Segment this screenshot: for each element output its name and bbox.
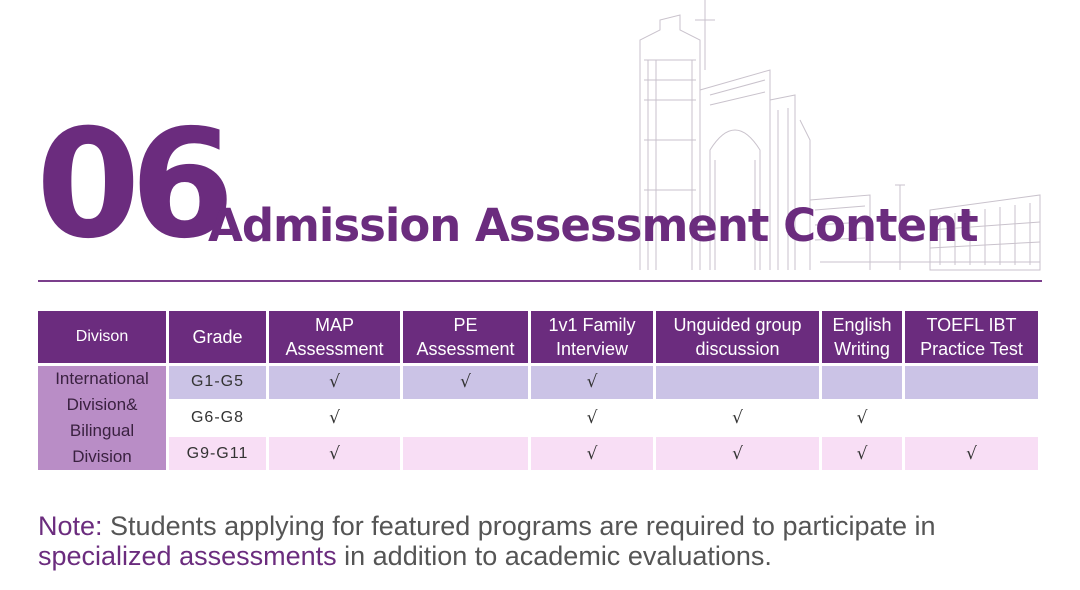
- check-cell: [905, 402, 1038, 435]
- check-cell: √: [531, 366, 653, 399]
- check-cell: √: [269, 437, 400, 470]
- header-grade: Grade: [169, 311, 266, 363]
- check-cell: [822, 366, 902, 399]
- header-group-discussion: Unguided group discussion: [656, 311, 819, 363]
- header-pe-assessment: PE Assessment: [403, 311, 528, 363]
- check-cell: √: [269, 366, 400, 399]
- header-division: Divison: [38, 311, 166, 363]
- check-cell: √: [822, 437, 902, 470]
- check-cell: √: [656, 402, 819, 435]
- check-cell: √: [656, 437, 819, 470]
- check-cell: [403, 402, 528, 435]
- section-number: 06: [36, 98, 225, 272]
- grade-cell: G6-G8: [169, 402, 266, 435]
- page-title: Admission Assessment Content: [208, 199, 978, 252]
- header-english-writing: English Writing: [822, 311, 902, 363]
- header-toefl-practice: TOEFL IBT Practice Test: [905, 311, 1038, 363]
- grade-cell: G1-G5: [169, 366, 266, 399]
- check-cell: √: [531, 402, 653, 435]
- note-highlight: specialized assessments: [38, 541, 337, 571]
- check-cell: √: [905, 437, 1038, 470]
- check-cell: [403, 437, 528, 470]
- title-divider: [38, 280, 1042, 282]
- table-row: [38, 366, 1038, 399]
- check-cell: √: [822, 402, 902, 435]
- check-cell: √: [531, 437, 653, 470]
- check-cell: √: [403, 366, 528, 399]
- table-row: [38, 437, 1038, 470]
- table-row: [38, 402, 1038, 435]
- note-text: Students applying for featured programs are required to participate in: [102, 511, 936, 541]
- note-label: Note:: [38, 511, 103, 541]
- header-map-assessment: MAP Assessment: [269, 311, 400, 363]
- note-text-end: in addition to academic evaluations.: [336, 541, 772, 571]
- check-cell: [656, 366, 819, 399]
- assessment-table: [35, 308, 1041, 473]
- division-cell: International Division& Bilingual Division: [38, 366, 166, 470]
- note-paragraph: [38, 511, 1058, 571]
- check-cell: [905, 366, 1038, 399]
- table-header-row: [38, 311, 1038, 363]
- header-family-interview: 1v1 Family Interview: [531, 311, 653, 363]
- check-cell: √: [269, 402, 400, 435]
- grade-cell: G9-G11: [169, 437, 266, 470]
